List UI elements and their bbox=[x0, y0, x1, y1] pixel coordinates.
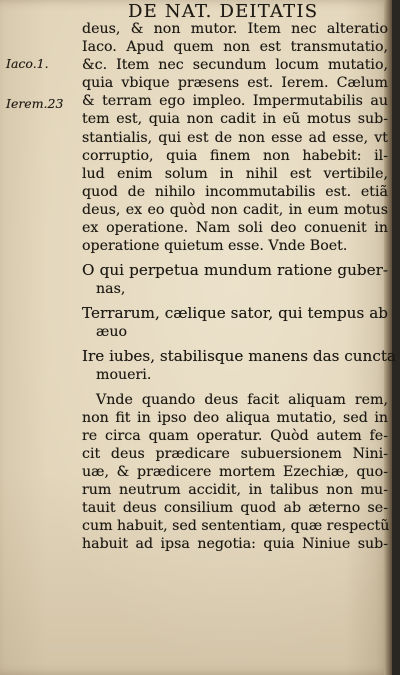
text-line: habuit ad ipsa negotia: quia Niniue sub- bbox=[82, 536, 388, 553]
verse-line: Terrarum, cælique sator, qui tempus ab bbox=[82, 304, 388, 323]
text-line: uæ, & prædicere mortem Ezechiæ, quo- bbox=[82, 463, 388, 480]
text-line: non fit in ipso deo aliqua mutatio, sed in bbox=[82, 409, 388, 426]
text-line: ex operatione. Nam soli deo conuenit in bbox=[82, 220, 388, 237]
margin-note-ierem: Ierem.23 bbox=[6, 96, 64, 111]
verse-line-continuation: æuo bbox=[96, 324, 128, 341]
text-line: corruptio, quia finem non habebit: il- bbox=[82, 147, 388, 164]
text-line: deus, ex eo quòd non cadit, in eum motus bbox=[82, 201, 388, 218]
text-line: deus, & non mutor. Item nec alteratio bbox=[82, 21, 388, 37]
text-line: rum neutrum accidit, in talibus non mu- bbox=[82, 481, 388, 498]
running-title: DE NAT. DEITATIS bbox=[128, 1, 319, 22]
text-line: quod de nihilo incommutabilis est. etiã bbox=[82, 183, 388, 200]
text-line: Vnde quando deus facit aliquam rem, bbox=[96, 391, 388, 408]
text-line: cum habuit, sed sententiam, quæ respectũ bbox=[82, 518, 390, 535]
text-line: re circa quam operatur. Quòd autem fe- bbox=[82, 427, 388, 444]
text-line: lud enim solum in nihil est vertibile, bbox=[82, 165, 388, 182]
verse-line: O qui perpetua mundum ratione guber- bbox=[82, 261, 388, 280]
text-line: &c. Item nec secundum locum mutatio, bbox=[82, 57, 388, 74]
text-line: Iaco. Apud quem non est transmutatio, bbox=[82, 39, 388, 56]
text-line: quia vbique præsens est. Ierem. Cælum bbox=[82, 75, 388, 92]
verse-line-continuation: moueri. bbox=[96, 367, 152, 384]
margin-note-iaco: Iaco.1. bbox=[6, 56, 49, 71]
text-line: operatione quietum esse. Vnde Boet. bbox=[82, 238, 348, 255]
text-line: tauit deus consilium quod ab æterno se- bbox=[82, 500, 388, 517]
text-line: & terram ego impleo. Impermutabilis au bbox=[82, 93, 388, 110]
body-text bbox=[82, 20, 396, 553]
verse-line: Ire iubes, stabilisque manens das cuncta bbox=[82, 347, 396, 366]
text-line: stantialis, qui est de non esse ad esse, vt bbox=[82, 129, 388, 146]
text-line: cit deus prædicare subuersionem Nini- bbox=[82, 445, 388, 462]
text-line: tem est, quia non cadit in eũ motus sub- bbox=[82, 111, 388, 128]
verse-line-continuation: nas, bbox=[96, 281, 126, 298]
